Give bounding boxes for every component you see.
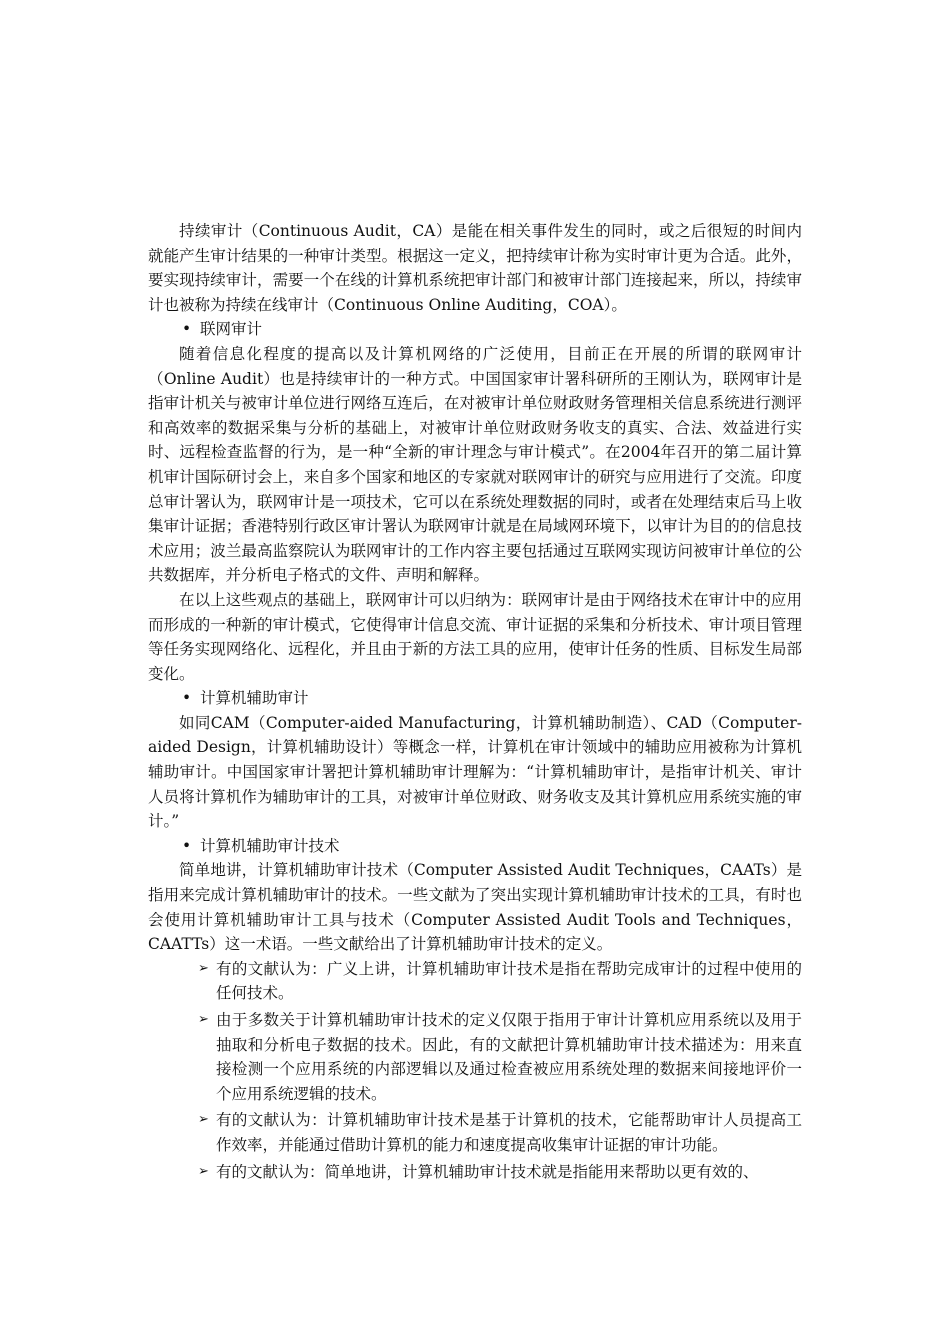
definition-text: 有的文献认为：简单地讲，计算机辅助审计技术就是指能用来帮助以更有效的、: [216, 1162, 759, 1181]
computer-aided-audit-paragraph: 如同CAM（Computer-aided Manufacturing，计算机辅助制造）、CAD（Computer-aided Design，计算机辅助设计）等概念一样，计算机在审计领域中的辅助应用被称为计算机辅助审计。中国国家审计署把计算机辅助审计理解为：“计算机辅助审计，是指审计机关、审计人员将计算机作为辅助审计的工具，对被审计单位财政、财务收支及其计算机应用系统实施的审计。”: [148, 713, 802, 831]
arrow-bullet-icon: ➢: [198, 1163, 209, 1179]
definition-text: 由于多数关于计算机辅助审计技术的定义仅限于指用于审计计算机应用系统以及用于抽取和分析电子数据的技术。因此，有的文献把计算机辅助审计技术描述为：用来直接检测一个应用系统的内部逻辑以及通过检查被应用系统处理的数据来间接地评价一个应用系统逻辑的技术。: [216, 1011, 802, 1103]
online-audit-paragraph-1: 随着信息化程度的提高以及计算机网络的广泛使用，目前正在开展的所谓的联网审计（Online Audit）也是持续审计的一种方式。中国国家审计署科研所的王刚认为，联网审计是指审计机关与被审计单位进行网络互连后，在对被审计单位财政财务管理相关信息系统进行测评和高效率的数据采集与分析的基础上，对被审计单位财政财务收支的真实、合法、效益进行实时、远程检查监督的行为，是一种“全新的审计理念与审计模式”。在2004年召开的第二届计算机审计国际研讨会上，来自多个国家和地区的专家就对联网审计的研究与应用进行了交流。印度总审计署认为，联网审计是一项技术，它可以在系统处理数据的同时，或者在处理结束后马上收集审计证据；香港特别行政区审计署认为联网审计就是在局域网环境下，以审计为目的的信息技术应用；波兰最高监察院认为联网审计的工作内容主要包括通过互联网实现访问被审计单位的公共数据库，并分析电子格式的文件、声明和解释。: [148, 344, 802, 585]
online-audit-paragraph-2: 在以上这些观点的基础上，联网审计可以归纳为：联网审计是由于网络技术在审计中的应用而形成的一种新的审计模式，它使得审计信息交流、审计证据的采集和分析技术、审计项目管理等任务实现网络化、远程化，并且由于新的方法工具的应用，使审计任务的性质、目标发生局部变化。: [148, 590, 802, 683]
bullet-heading-computer-aided-audit: [148, 686, 802, 711]
bullet-icon: •: [182, 689, 192, 708]
heading-text: 计算机辅助审计技术: [200, 836, 340, 855]
arrow-bullet-icon: ➢: [198, 1012, 209, 1027]
heading-text: 计算机辅助审计: [200, 689, 309, 708]
document-body: [148, 219, 802, 1186]
definition-text: 有的文献认为：计算机辅助审计技术是基于计算机的技术，它能帮助审计人员提高工作效率，并能通过借助计算机的能力和速度提高收集审计证据的审计功能。: [216, 1111, 802, 1154]
definition-list-item: [148, 1160, 802, 1185]
caats-paragraph: 简单地讲，计算机辅助审计技术（Computer Assisted Audit Techniques，CAATs）是指用来完成计算机辅助审计的技术。一些文献为了突出实现计算机辅助审计技术的工具，有时也会使用计算机辅助审计工具与技术（Computer Assisted Audit Tools and Techniques，CAATTs）这一术语。一些文献给出了计算机辅助审计技术的定义。: [148, 861, 802, 954]
heading-text: 联网审计: [200, 320, 263, 339]
definition-list-item: [148, 957, 802, 1006]
definition-list-item: [148, 1108, 802, 1157]
bullet-icon: •: [182, 836, 192, 855]
definition-text: 有的文献认为：广义上讲，计算机辅助审计技术是指在帮助完成审计的过程中使用的任何技术。: [216, 959, 802, 1003]
arrow-bullet-icon: ➢: [198, 1112, 209, 1128]
bullet-heading-online-audit: [148, 317, 802, 342]
bullet-icon: •: [182, 320, 192, 339]
intro-paragraph: 持续审计（Continuous Audit，CA）是能在相关事件发生的同时，或之后很短的时间内就能产生审计结果的一种审计类型。根据这一定义，把持续审计称为实时审计更为合适。此外，要实现持续审计，需要一个在线的计算机系统把审计部门和被审计部门连接起来，所以，持续审计也被称为持续在线审计（Continuous Online Auditing，COA）。: [148, 222, 802, 314]
arrow-bullet-icon: ➢: [198, 960, 209, 976]
bullet-heading-caats: [148, 834, 802, 859]
definition-list-item: [148, 1008, 802, 1106]
